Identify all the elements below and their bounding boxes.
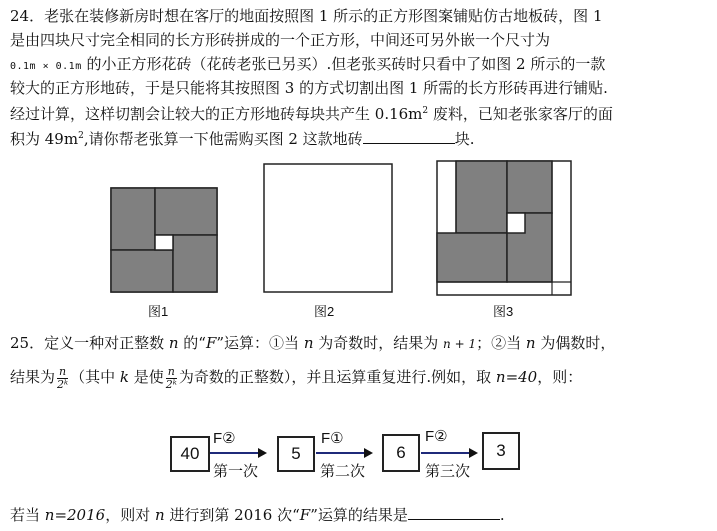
q24-line-5 <box>10 104 613 124</box>
q25-l2-b: （其中 <box>70 368 120 386</box>
q24-line-5-b: 废料，已知老张家客厅的面 <box>428 105 613 123</box>
q24-line-2: 是由四块尺寸完全相同的长方形砖拼成的一个正方形，中间还可另外嵌一个尺寸为 <box>10 31 551 49</box>
q24-line-4: 较大的正方形地砖，于是只能将其按照图 3 的方式切割出图 1 所需的长方形砖再进行铺贴. <box>10 79 608 97</box>
flow-box-4: 3 <box>482 432 520 470</box>
q24-line-6-b: ,请你帮老张算一下他需购买图 2 这款地砖 <box>83 130 363 148</box>
q24-line-6-sup: 2 <box>78 131 84 141</box>
flow-box-2: 5 <box>277 436 315 472</box>
frac-den: 2ᵏ <box>57 377 69 391</box>
fraction-n-over-2k-2 <box>166 366 177 391</box>
q24-line-1: 24．老张在装修新房时想在客厅的地面按照图 1 所示的正方形图案铺贴仿古地板砖，图 1 <box>10 7 603 25</box>
fig2-caption: 图2 <box>314 304 335 319</box>
figure-3 <box>436 160 574 298</box>
flow-box-1: 40 <box>170 436 210 472</box>
q24-line-6-c: 块. <box>454 130 475 148</box>
fig1-rect-top-right <box>155 188 217 235</box>
q24-line-3-text: 的小正方形花砖（花砖老张已另买）.但老张买砖时只看中了如图 2 所示的一款 <box>81 55 606 73</box>
fig3-center-square <box>507 213 525 233</box>
q25-l1-a: 25．定义一种对正整数 <box>10 334 169 352</box>
q24-line-5-a: 经过计算，这样切割会让较大的正方形地砖每块共产生 0.16m <box>10 105 423 123</box>
flow-op-2: F① <box>321 430 344 447</box>
q24-line-6 <box>10 129 474 149</box>
q25-last-a: 若当 <box>10 506 45 524</box>
fig1-center-square <box>155 235 173 250</box>
q25-last-line <box>10 505 505 525</box>
q25-last-c: 进行到第 2016 次“ <box>164 506 300 524</box>
arrow-head-icon <box>258 448 267 458</box>
frac-num: n <box>59 364 67 378</box>
q25-last-b: ，则对 <box>105 506 155 524</box>
q25-l2-d: 为奇数的正整数），并且运算重复进行.例如，取 <box>178 368 496 386</box>
expr-n-plus-1: n + 1 <box>443 337 477 351</box>
q25-l1-f: 为偶数时， <box>535 334 616 352</box>
frac-num: n <box>167 364 175 378</box>
var-n: n <box>303 334 314 352</box>
fig1-rect-bottom-left <box>111 250 173 292</box>
frac-den: 2ᵏ <box>165 377 177 391</box>
fig3-rect-2 <box>507 161 552 213</box>
q25-l1-c: ”运算：①当 <box>216 334 304 352</box>
n-equals-40: n=40 <box>495 368 538 386</box>
var-n: n <box>168 334 179 352</box>
flow-step-3: 第三次 <box>425 463 471 480</box>
flow-op-3: F② <box>425 428 448 445</box>
answer-blank-24[interactable] <box>363 129 455 144</box>
q25-last-d: ”运算的结果是 <box>310 506 408 524</box>
q25-l1-e: ；②当 <box>476 334 526 352</box>
flow-step-1: 第一次 <box>213 463 259 480</box>
flow-step-2: 第二次 <box>320 463 366 480</box>
fig2-square <box>264 164 392 292</box>
flow-arrow-1 <box>210 452 262 454</box>
n-equals-2016: n=2016 <box>44 506 106 524</box>
q25-l2-a: 结果为 <box>10 368 56 386</box>
flow-op-1: F② <box>213 430 236 447</box>
var-n: n <box>525 334 536 352</box>
arrow-head-icon <box>469 448 478 458</box>
answer-blank-25[interactable] <box>408 505 500 520</box>
q25-last-e: . <box>499 506 505 524</box>
fraction-n-over-2k <box>57 366 68 391</box>
q25-l2-c: 是使 <box>128 368 164 386</box>
figure-2 <box>263 163 395 295</box>
fig3-rect-3 <box>437 233 507 282</box>
q24-line-5-sup: 2 <box>422 106 429 116</box>
tile-size: 0.1m × 0.1m <box>10 61 82 72</box>
q25-l1-b: 的“ <box>178 334 206 352</box>
flow-arrow-2 <box>316 452 368 454</box>
var-F: F <box>299 506 311 524</box>
fig1-rect-bottom-right <box>173 235 217 292</box>
q25-l2-e: ，则： <box>537 368 583 386</box>
flow-arrow-3 <box>421 452 473 454</box>
fig1-caption: 图1 <box>148 304 169 319</box>
q25-line-2 <box>10 362 582 392</box>
fig3-rect-1 <box>456 161 507 233</box>
var-F: F <box>205 334 217 352</box>
fig1-rect-top-left <box>111 188 155 250</box>
q25-l1-d: 为奇数时，结果为 <box>313 334 444 352</box>
fig3-caption: 图3 <box>493 304 514 319</box>
var-k: k <box>119 368 129 386</box>
q24-line-3 <box>10 54 605 77</box>
arrow-head-icon <box>364 448 373 458</box>
q24-line-6-a: 积为 49m <box>10 130 79 148</box>
var-n: n <box>154 506 165 524</box>
q25-line-1 <box>10 333 615 354</box>
figure-1 <box>110 187 222 295</box>
flow-box-3: 6 <box>382 434 420 472</box>
